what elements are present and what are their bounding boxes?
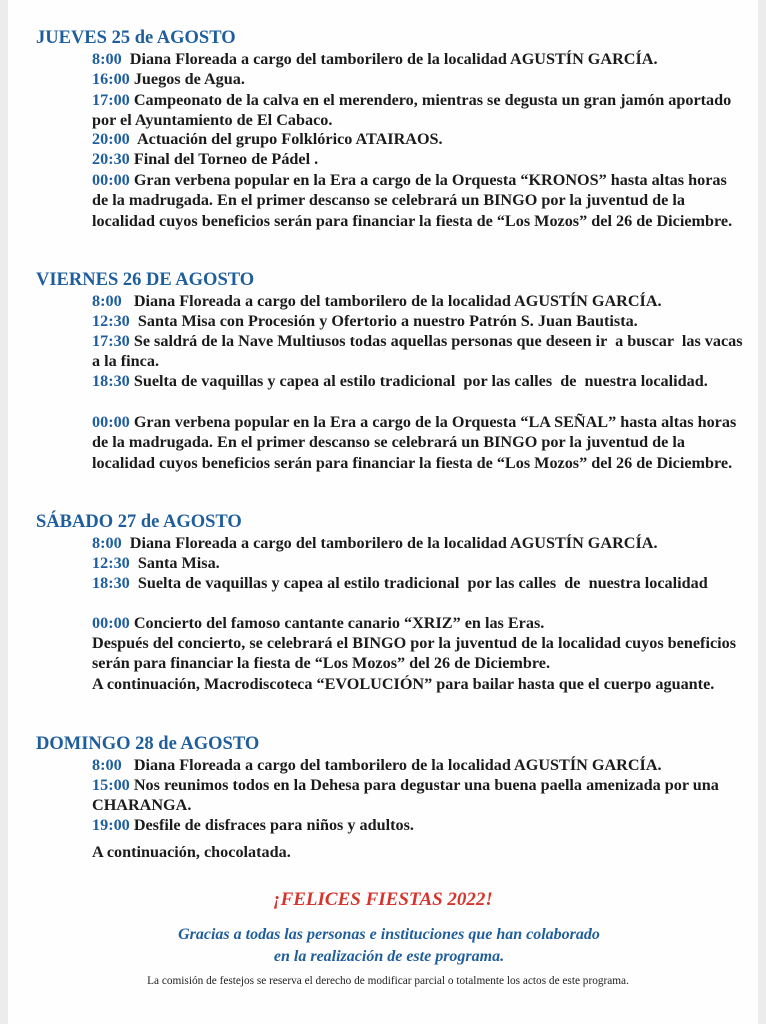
item-text: Juegos de Agua.	[129, 70, 245, 88]
gracias-line-2: en la realización de este programa.	[273, 948, 505, 965]
schedule-item	[92, 573, 744, 593]
schedule-item	[92, 129, 744, 149]
item-text: Diana Floreada a cargo del tamborilero de la localidad AGUSTÍN GARCÍA.	[121, 292, 662, 310]
discoteca-note: A continuación, Macrodiscoteca “EVOLUCIÓN” para bailar hasta que el cuerpo aguante.	[92, 675, 715, 693]
item-text: Desfile de disfraces para niños y adultos.	[129, 816, 414, 834]
item-text: Gran verbena popular en la Era a cargo de la Orquesta “LA SEÑAL” hasta altas horas de la madrugada. En el primer descanso se celebrará un BINGO por la juventud de la localidad cuyos beneficios serán para financiar la fiesta de “Los Mozos” del 26 de Diciembre.	[92, 413, 741, 472]
item-time: 16:00	[92, 70, 130, 88]
item-time: 20:30	[92, 150, 130, 168]
schedule-item	[92, 49, 744, 69]
item-text: Campeonato de la calva en el merendero, mientras se degusta un gran jamón aportado por el Ayuntamiento de El Cabaco.	[92, 91, 736, 130]
schedule-item	[92, 331, 747, 372]
item-text: Diana Floreada a cargo del tamborilero de la localidad AGUSTÍN GARCÍA.	[121, 50, 658, 68]
item-time: 18:30	[92, 372, 130, 390]
item-time: 17:30	[92, 332, 130, 350]
disclaimer-footer: La comisión de festejos se reserva el derecho de modificar parcial o totalmente los actos de este programa.	[147, 975, 629, 987]
day-title-sabado: SÁBADO 27 de AGOSTO	[36, 512, 242, 532]
schedule-item	[92, 775, 744, 816]
schedule-item	[92, 613, 744, 633]
right-page-edge	[758, 0, 766, 1024]
schedule-item	[92, 815, 744, 835]
item-text: Santa Misa.	[129, 554, 220, 572]
item-time: 00:00	[92, 413, 130, 431]
item-time: 8:00	[92, 756, 122, 774]
item-text: Final del Torneo de Pádel .	[129, 150, 319, 168]
schedule-item	[92, 291, 744, 311]
gracias-line-1: Gracias a todas las personas e instituciones que han colaborado	[178, 926, 600, 943]
day-title-viernes: VIERNES 26 DE AGOSTO	[36, 270, 255, 290]
item-text: Diana Floreada a cargo del tamborilero de la localidad AGUSTÍN GARCÍA.	[121, 756, 662, 774]
item-text: Gran verbena popular en la Era a cargo de la Orquesta “KRONOS” hasta altas horas de la madrugada. En el primer descanso se celebrará un BINGO por la juventud de la localidad cuyos beneficios serán para financiar la fiesta de “Los Mozos” del 26 de Diciembre.	[92, 171, 733, 230]
item-time: 15:00	[92, 776, 130, 794]
day-title-jueves: JUEVES 25 de AGOSTO	[36, 28, 236, 48]
felices-fiestas-title: ¡FELICES FIESTAS 2022!	[273, 889, 493, 910]
item-text: Santa Misa con Procesión y Ofertorio a nuestro Patrón S. Juan Bautista.	[129, 312, 638, 330]
schedule-item	[92, 90, 744, 131]
schedule-item	[92, 371, 744, 391]
schedule-item	[92, 553, 744, 573]
schedule-item	[92, 69, 744, 89]
item-text: Se saldrá de la Nave Multiusos todas aquellas personas que deseen ir a buscar las vacas a la finca.	[92, 332, 747, 371]
item-text: Suelta de vaquillas y capea al estilo tradicional por las calles de nuestra localidad	[129, 574, 708, 592]
item-time: 8:00	[92, 50, 122, 68]
item-time: 20:00	[92, 130, 130, 148]
schedule-item	[92, 311, 744, 331]
item-time: 8:00	[92, 534, 122, 552]
item-text: Actuación del grupo Folklórico ATAIRAOS.	[129, 130, 443, 148]
item-time: 00:00	[92, 171, 130, 189]
item-time: 18:30	[92, 574, 130, 592]
item-time: 12:30	[92, 312, 130, 330]
schedule-item	[92, 170, 744, 231]
schedule-item	[92, 533, 744, 553]
schedule-item	[92, 149, 744, 169]
item-text: Suelta de vaquillas y capea al estilo tradicional por las calles de nuestra localidad.	[129, 372, 708, 390]
schedule-item	[92, 755, 744, 775]
item-time: 17:00	[92, 91, 130, 109]
chocolatada-note: A continuación, chocolatada.	[92, 843, 291, 861]
bingo-note: Después del concierto, se celebrará el BINGO por la juventud de la localidad cuyos beneficios serán para financiar la fiesta de “Los Mozos” del 26 de Diciembre.	[92, 634, 737, 673]
day-title-domingo: DOMINGO 28 de AGOSTO	[36, 734, 260, 754]
item-text: Concierto del famoso cantante canario “XRIZ” en las Eras.	[129, 614, 545, 632]
item-time: 19:00	[92, 816, 130, 834]
item-time: 12:30	[92, 554, 130, 572]
item-time: 00:00	[92, 614, 130, 632]
schedule-item	[92, 412, 744, 473]
item-text: Diana Floreada a cargo del tamborilero de la localidad AGUSTÍN GARCÍA.	[121, 534, 658, 552]
item-text: Nos reunimos todos en la Dehesa para degustar una buena paella amenizada por una CHARANGA.	[92, 776, 723, 815]
left-page-edge	[0, 0, 8, 1024]
item-time: 8:00	[92, 292, 122, 310]
